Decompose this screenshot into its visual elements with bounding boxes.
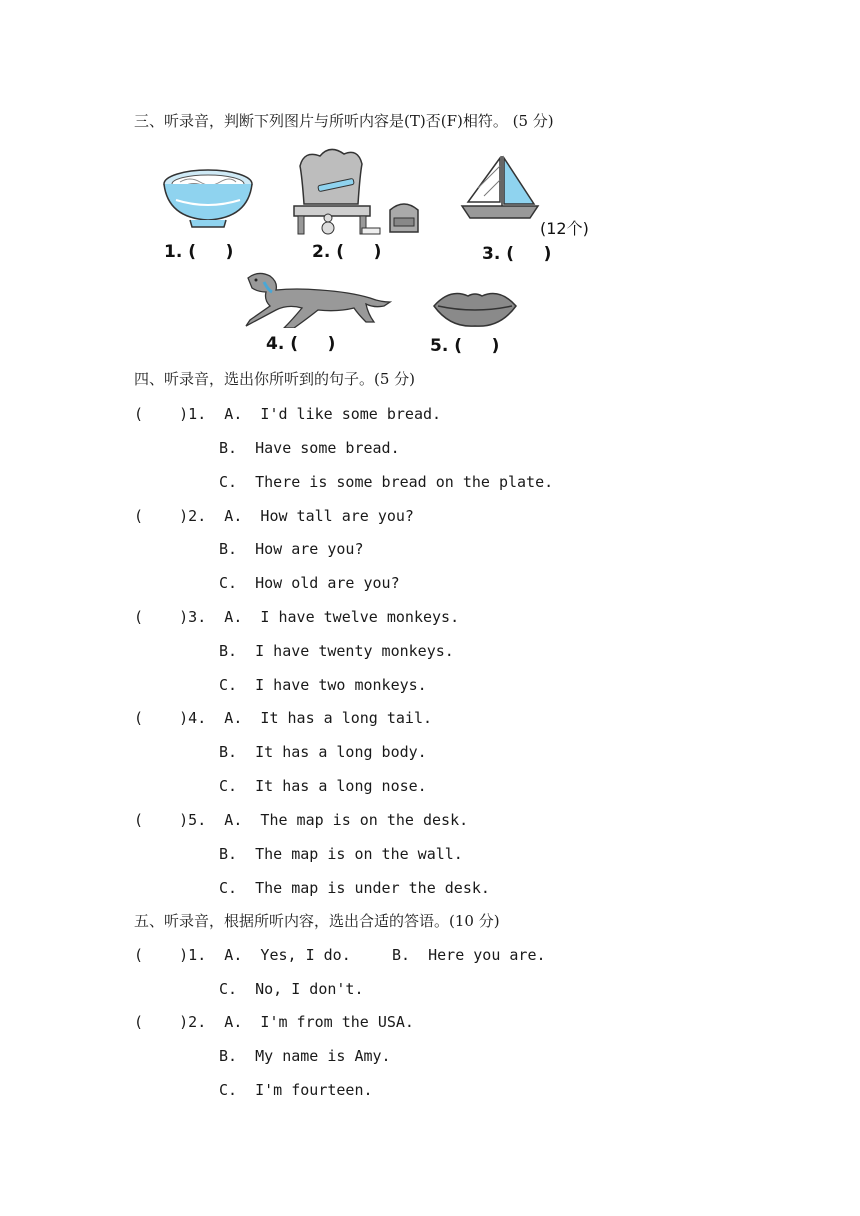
s4-q5-option-c: C. The map is under the desk. bbox=[219, 879, 490, 897]
s5-q2-option-a: ( )2. A. I'm from the USA. bbox=[134, 1013, 414, 1031]
chair-cat-book-bag-icon bbox=[290, 148, 426, 240]
s4-q4-option-b: B. It has a long body. bbox=[219, 743, 427, 761]
running-dog-icon bbox=[234, 268, 392, 328]
section4-heading: 四、听录音，选出你所听到的句子。(5 分) bbox=[134, 370, 416, 388]
section3-heading: 三、听录音，判断下列图片与所听内容是(T)否(F)相符。 (5 分) bbox=[134, 112, 554, 130]
picture-3-label: 3. ( ) bbox=[482, 244, 552, 264]
s4-q4-option-a: ( )4. A. It has a long tail. bbox=[134, 709, 433, 727]
s4-q1-option-c: C. There is some bread on the plate. bbox=[219, 473, 554, 491]
s4-q5-option-b: B. The map is on the wall. bbox=[219, 845, 463, 863]
s4-q3-option-c: C. I have two monkeys. bbox=[219, 676, 427, 694]
picture-4-label: 4. ( ) bbox=[266, 334, 336, 354]
s5-q1-option-b: B. Here you are. bbox=[392, 946, 546, 964]
s4-q3-option-a: ( )3. A. I have twelve monkeys. bbox=[134, 608, 460, 626]
s5-q2-option-c: C. I'm fourteen. bbox=[219, 1081, 373, 1099]
s4-q1-option-a: ( )1. A. I'd like some bread. bbox=[134, 405, 442, 423]
picture-2-label: 2. ( ) bbox=[312, 242, 382, 262]
s4-q2-option-c: C. How old are you? bbox=[219, 574, 400, 592]
picture-5-label: 5. ( ) bbox=[430, 336, 500, 356]
s5-q1-option-a: ( )1. A. Yes, I do. bbox=[134, 946, 351, 964]
noodle-bowl-icon bbox=[160, 164, 256, 230]
s4-q1-option-b: B. Have some bread. bbox=[219, 439, 400, 457]
s4-q5-option-a: ( )5. A. The map is on the desk. bbox=[134, 811, 469, 829]
quantity-note: (12个) bbox=[540, 219, 589, 238]
s4-q2-option-b: B. How are you? bbox=[219, 540, 364, 558]
s5-q1-option-c: C. No, I don't. bbox=[219, 980, 364, 998]
s4-q4-option-c: C. It has a long nose. bbox=[219, 777, 427, 795]
picture-1-label: 1. ( ) bbox=[164, 242, 234, 262]
s4-q3-option-b: B. I have twenty monkeys. bbox=[219, 642, 454, 660]
s4-q2-option-a: ( )2. A. How tall are you? bbox=[134, 507, 414, 525]
sailboat-icon bbox=[460, 152, 540, 224]
s5-q2-option-b: B. My name is Amy. bbox=[219, 1047, 391, 1065]
lips-icon bbox=[430, 286, 520, 330]
section5-heading: 五、听录音，根据所听内容，选出合适的答语。(10 分) bbox=[134, 912, 500, 930]
